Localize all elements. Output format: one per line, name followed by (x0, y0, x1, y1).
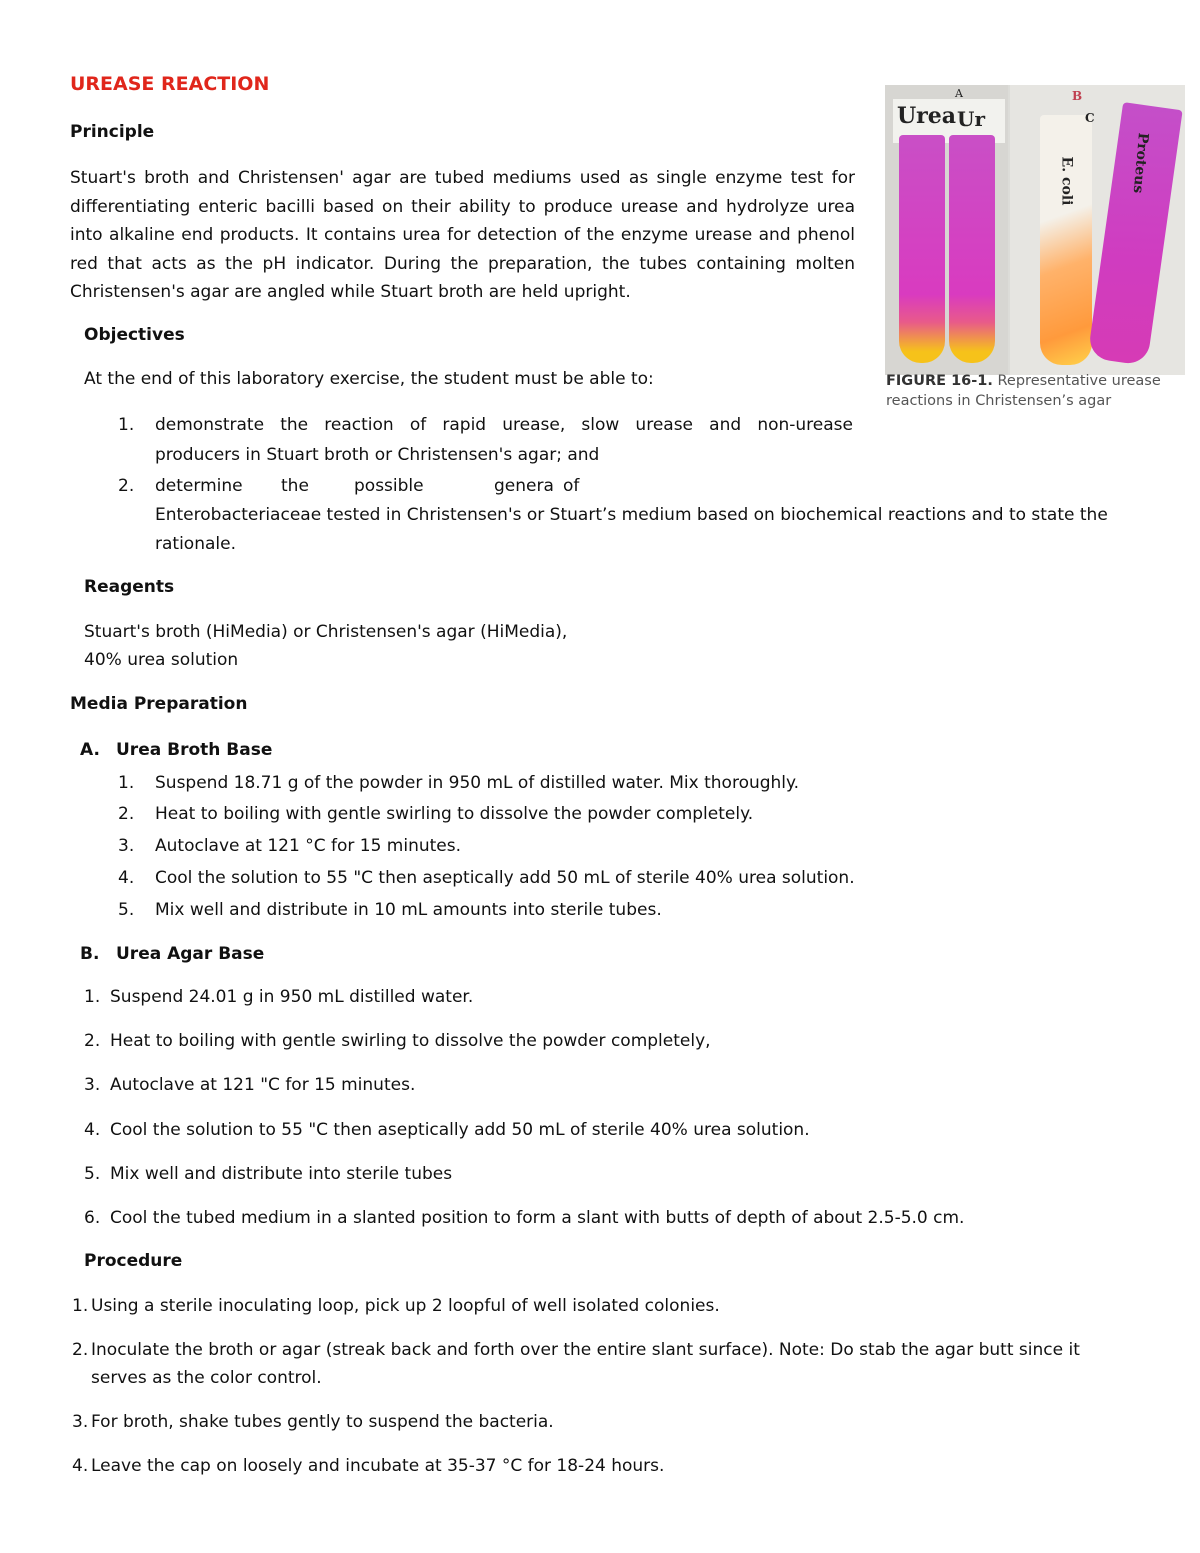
media-heading: Media Preparation (70, 694, 248, 714)
panel-b-label: B (1072, 89, 1083, 103)
broth-step-2-text: Heat to boiling with gentle swirling to dissolve the powder completely. (155, 804, 754, 824)
urease-figure-photo (885, 85, 1185, 375)
panel-b (1010, 85, 1185, 375)
agar-step-3-number: 3. (84, 1075, 101, 1095)
procedure-step-4-number: 4. (72, 1456, 89, 1476)
objective-1-line2: producers in Stuart broth or Christensen's agar; and (155, 445, 600, 465)
agar-step (84, 1164, 452, 1184)
agar-step (84, 987, 473, 1007)
objective-1-line1: demonstrate the reaction of rapid urease, slow urease and non-urease (155, 415, 853, 435)
agar-step-2-number: 2. (84, 1031, 101, 1051)
principle-text: Stuart's broth and Christensen' agar are tubed mediums used as single enzyme test for differentiating enteric bacilli based on their ability to produce urease and hydrolyze urea into alkaline end products. It contains urea for detection of the enzyme urease and phenol red that acts as the pH indicator. During the preparation, the tubes containing molten Christensen's agar are angled while Stuart broth are held upright. (70, 168, 855, 303)
reagent-line-1: Stuart's broth (HiMedia) or Christensen's agar (HiMedia), (84, 622, 568, 642)
figure-caption (886, 371, 1196, 411)
objectives-intro: At the end of this laboratory exercise, the student must be able to: (84, 369, 654, 389)
procedure-step-3-text: For broth, shake tubes gently to suspend the bacteria. (91, 1412, 554, 1432)
procedure-step-2-number: 2. (72, 1340, 89, 1360)
figure-caption-number: FIGURE 16-1. (886, 373, 993, 389)
broth-step-2-number: 2. (118, 804, 135, 824)
broth-step (118, 836, 461, 856)
agar-step-3-text: Autoclave at 121 "C for 15 minutes. (110, 1075, 416, 1095)
objective-2-word4: genera (494, 476, 554, 496)
objective-2-word3: possible (354, 476, 424, 496)
objectives-heading: Objectives (84, 325, 185, 345)
broth-step-3-text: Autoclave at 121 °C for 15 minutes. (155, 836, 462, 856)
broth-step-5-number: 5. (118, 900, 135, 920)
procedure-step (72, 1340, 1080, 1360)
broth-step (118, 868, 855, 888)
reagent-line-2: 40% urea solution (84, 650, 239, 670)
agar-step-5-text: Mix well and distribute into sterile tubes (110, 1164, 453, 1184)
agar-step (84, 1120, 810, 1140)
tube-e-coli (1040, 115, 1092, 365)
agar-step (84, 1075, 415, 1095)
agar-letter: B. (80, 944, 100, 964)
procedure-step-1-number: 1. (72, 1296, 89, 1316)
tube-rapid-urease-2 (949, 135, 995, 363)
agar-step-1-number: 1. (84, 987, 101, 1007)
reagents-heading: Reagents (84, 577, 175, 597)
objective-1-number: 1. (118, 415, 135, 435)
broth-step (118, 900, 662, 920)
tube-label-e-coli: E. coli (1058, 156, 1075, 206)
broth-letter: A. (80, 740, 100, 760)
objective-2-number: 2. (118, 476, 135, 496)
agar-step-6-number: 6. (84, 1208, 101, 1228)
tube-label-ur: Ur (957, 107, 985, 131)
broth-step-1-number: 1. (118, 773, 135, 793)
figure-caption-text: Representative urease reactions in Christensen’s agar (886, 373, 1161, 409)
procedure-step-1-text: Using a sterile inoculating loop, pick up 2 loopful of well isolated colonies. (91, 1296, 720, 1316)
procedure-heading: Procedure (84, 1251, 183, 1271)
procedure-step (72, 1296, 720, 1316)
tube-rapid-urease-1 (899, 135, 945, 363)
objective-2-line2: Enterobacteriaceae tested in Christensen's or Stuart’s medium based on biochemical reactions and to state the (155, 505, 1108, 525)
agar-step-1-text: Suspend 24.01 g in 950 mL distilled water. (110, 987, 474, 1007)
tube-label-proteus: Proteus (1129, 132, 1151, 194)
agar-step (84, 1208, 964, 1228)
objective-2-word1: determine (155, 476, 243, 496)
agar-step-4-number: 4. (84, 1120, 101, 1140)
procedure-step (72, 1456, 664, 1476)
procedure-step-4-text: Leave the cap on loosely and incubate at 35-37 °C for 18-24 hours. (91, 1456, 665, 1476)
tube-label-urea: Urea (897, 103, 957, 129)
broth-step (118, 773, 799, 793)
agar-step (84, 1031, 711, 1051)
agar-step-2-text: Heat to boiling with gentle swirling to dissolve the powder completely, (110, 1031, 711, 1051)
broth-step-4-text: Cool the solution to 55 "C then aseptically add 50 mL of sterile 40% urea solution. (155, 868, 855, 888)
panel-a-label: A (955, 87, 963, 100)
procedure-step (72, 1412, 554, 1432)
agar-step-4-text: Cool the solution to 55 "C then aseptically add 50 mL of sterile 40% urea solution. (110, 1120, 810, 1140)
broth-step-1-text: Suspend 18.71 g of the powder in 950 mL of distilled water. Mix thoroughly. (155, 773, 800, 793)
broth-heading: Urea Broth Base (116, 740, 273, 760)
broth-step-4-number: 4. (118, 868, 135, 888)
objective-2-word5: of (563, 476, 580, 496)
procedure-step-2-continuation: serves as the color control. (91, 1368, 322, 1388)
objective-2-line3: rationale. (155, 534, 236, 554)
objective-2-word2: the (281, 476, 309, 496)
principle-heading: Principle (70, 122, 155, 142)
procedure-step-2-text: Inoculate the broth or agar (streak back and forth over the entire slant surface). Note: Do stab the agar butt since it (91, 1340, 1080, 1360)
procedure-step-3-number: 3. (72, 1412, 89, 1432)
panel-c-label: C (1085, 111, 1095, 125)
document-title: UREASE REACTION (70, 73, 270, 95)
agar-step-5-number: 5. (84, 1164, 101, 1184)
broth-step (118, 804, 753, 824)
agar-step-6-text: Cool the tubed medium in a slanted position to form a slant with butts of depth of about 2.5-5.0 cm. (110, 1208, 965, 1228)
broth-step-3-number: 3. (118, 836, 135, 856)
panel-a (885, 85, 1008, 375)
broth-step-5-text: Mix well and distribute in 10 mL amounts into sterile tubes. (155, 900, 662, 920)
agar-heading: Urea Agar Base (116, 944, 265, 964)
